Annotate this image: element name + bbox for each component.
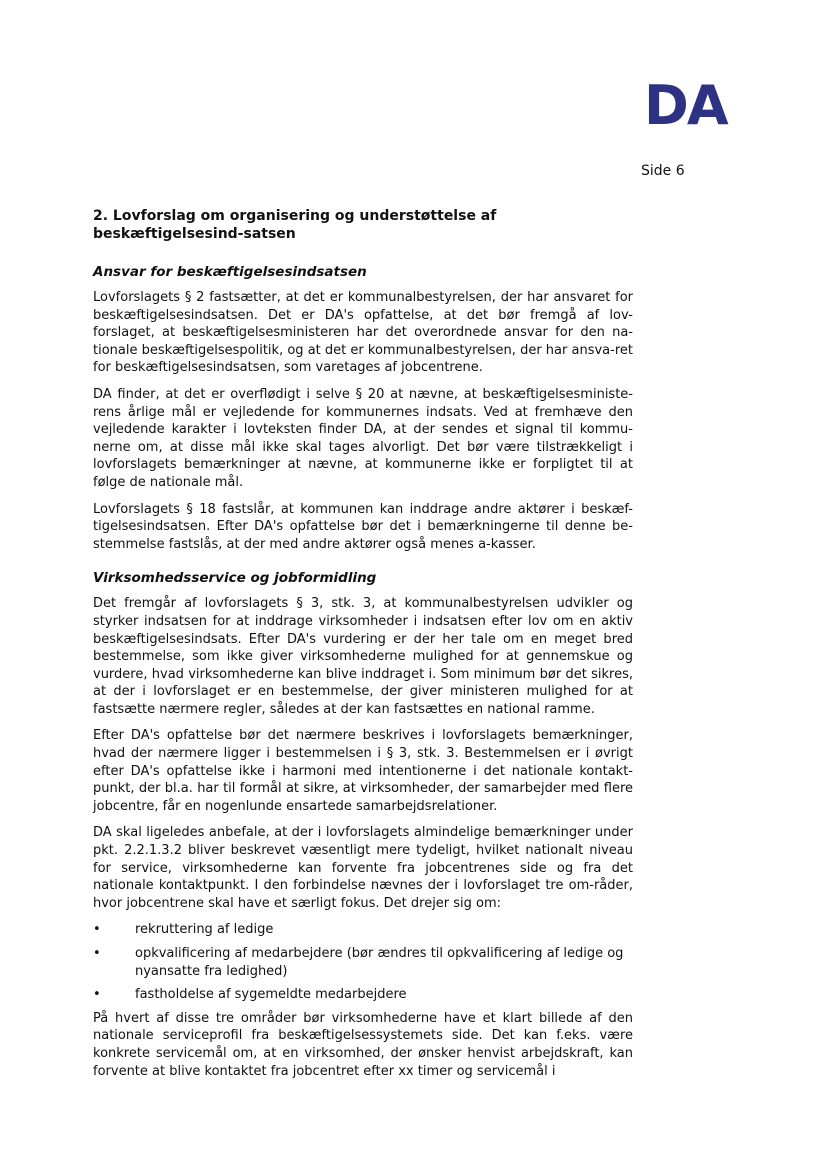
subsection-title: Ansvar for beskæftigelsesindsatsen (93, 264, 367, 280)
bullet-list (93, 921, 633, 1003)
list-item (93, 945, 633, 980)
list-item-text: rekruttering af ledige (135, 922, 274, 938)
bullet-icon: • (93, 946, 101, 961)
paragraph: DA finder, at det er overflødigt i selve § 20 at nævne, at beskæftigelsesministe-rens årlige mål er vejledende for kommunernes indsats. Ved at fremhæve den vejledende karakter i lovteksten finder DA, at der sendes et signal til kommu-nerne om, at disse mål ikke skal tages alvorligt. Det bør være tilstrækkeligt i lovforslagets bemærkninger at nævne, at kommunerne ikke er forpligtet til at følge de nationale mål. (93, 386, 633, 490)
paragraph: Lovforslagets § 2 fastsætter, at det er kommunalbestyrelsen, der har ansvaret for beskæftigelsesindsatsen. Det er DA's opfattelse, at det bør fremgå af lov-forslaget, at beskæftigelsesministeren har det overordnede ansvar for den na-tionale beskæftigelsespolitik, og at det er kommunalbestyrelsen, der har ansva-ret for beskæftigelsesindsatsen, som varetages af jobcentrene. (93, 290, 633, 376)
da-logo (641, 72, 751, 134)
section-heading: 2. Lovforslag om organisering og understøttelse af beskæftigelsesind-satsen (93, 208, 497, 242)
bullet-icon: • (93, 987, 101, 1003)
subsection-title: Virksomhedsservice og jobformidling (93, 570, 377, 587)
paragraph: Efter DA's opfattelse bør det nærmere beskrives i lovforslagets bemærkninger, hvad der nærmere ligger i bestemmelsen i § 3, stk. 3. Bestemmelsen er i øvrigt efter DA's opfattelse ikke i harmoni med intentionerne i det nationale kontakt-punkt, der bl.a. har til formål at sikre, at virksomheder, der samarbejder med flere jobcentre, får en nogenlunde ensartede samarbejdsrelationer. (93, 728, 633, 814)
list-item (93, 986, 633, 1004)
bullet-icon: • (93, 922, 101, 938)
paragraph: DA skal ligeledes anbefale, at der i lovforslagets almindelige bemærkninger under pkt. 2.2.1.3.2 bliver beskrevet væsentligt mere tydeligt, hvilket nationalt niveau for service, virksomhederne kan forvente fra jobcentrenes side og fra det nationale kontaktpunkt. I den forbindelse nævnes der i lovforslaget tre om-råder, hvor jobcentrene skal have et særligt fokus. Det drejer sig om: (93, 825, 633, 911)
paragraph: Lovforslagets § 18 fastslår, at kommunen kan inddrage andre aktører i beskæf-tigelsesindsatsen. Efter DA's opfattelse bør det i bemærkningerne til denne be-stemmelse fastslås, at der med andre aktører også menes a-kasser. (93, 501, 633, 552)
paragraph: På hvert af disse tre områder bør virksomhederne have et klart billede af den nationale serviceprofil fra beskæftigelsessystemets side. Det kan f.eks. være konkrete servicemål om, at en virksomhed, der ønsker henvist arbejdskraft, kan forvente at blive kontaktet fra jobcentret efter xx timer og servicemål i (93, 1010, 633, 1079)
list-item-text: opkvalificering af medarbejdere (bør ændres til opkvalificering af ledige og nyansatte fra ledighed) (135, 946, 624, 979)
document-body (93, 207, 633, 1089)
page-number: Side 6 (641, 163, 685, 179)
paragraph: Det fremgår af lovforslagets § 3, stk. 3, at kommunalbestyrelsen udvikler og styrker indsatsen for at inddrage virksomheder i indsatsen efter lov om en aktiv beskæftigelsesindsats. Efter DA's vurdering er der her tale om en meget bred bestemmelse, som ikke giver virksomhederne mulighed for at gennemskue og vurdere, hvad virksomhederne kan blive inddraget i. Som minimum bør det sikres, at der i lovforslaget er en bestemmelse, der giver ministeren mulighed for at fastsætte nærmere regler, således at der kan fastsættes en national ramme. (93, 596, 633, 717)
list-item-text: fastholdelse af sygemeldte medarbejdere (135, 987, 407, 1003)
list-item (93, 921, 633, 939)
logo-text: DA (644, 74, 727, 134)
